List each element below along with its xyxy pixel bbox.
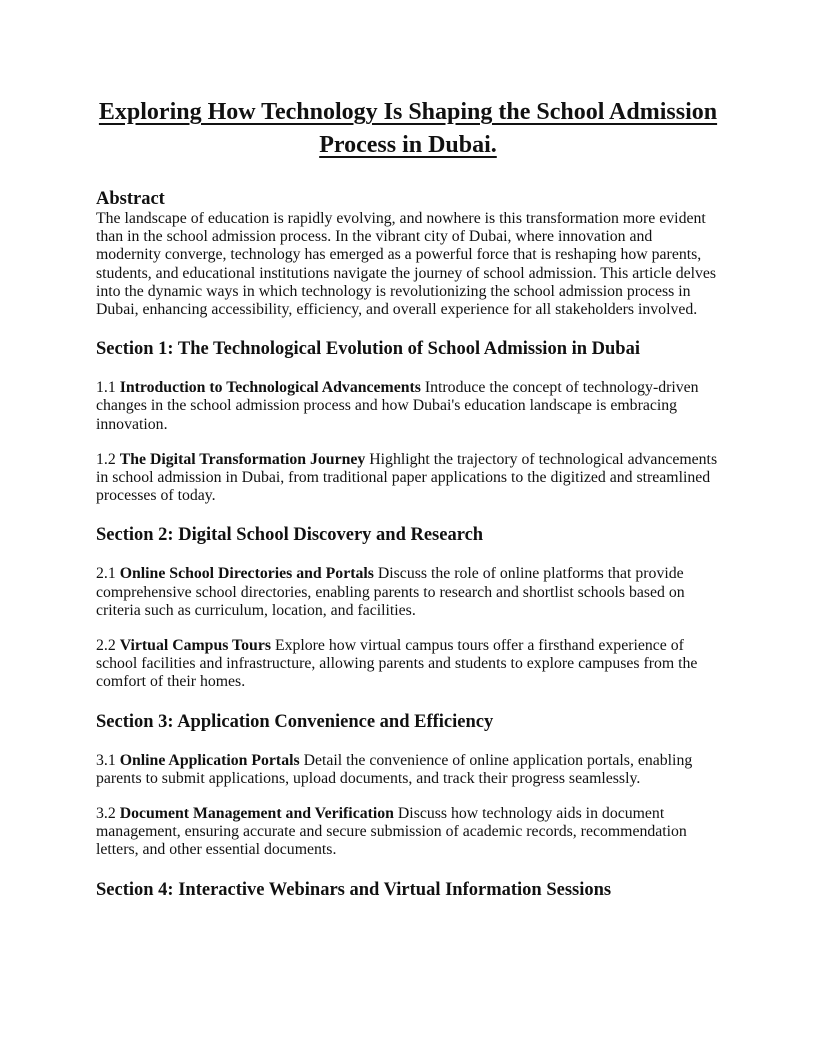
subsection-text: Highlight the trajectory of technological advancements in school admission in Dubai, from traditional paper applications to the digitized and streamlined processes of today.: [96, 450, 718, 505]
subsection-title: Document Management and Verification: [119, 805, 394, 823]
section-3: [96, 711, 720, 860]
subsection-text: Detail the convenience of online application portals, enabling parents to submit applications, upload documents, and track their progress seamlessly.: [96, 751, 693, 787]
subsection-text: Introduce the concept of technology-driven changes in the school admission process and how Dubai's education landscape is embracing innovation.: [96, 379, 699, 433]
subsection-2-2-paragraph: [96, 637, 720, 692]
subsection-1-1-paragraph: [96, 379, 720, 434]
subsection-title: Introduction to Technological Advancements: [119, 379, 421, 397]
section-2: [96, 524, 720, 691]
subsection-title: The Digital Transformation Journey: [119, 450, 366, 468]
subsection-text: Discuss how technology aids in document management, ensuring accurate and secure submission of academic records, recommendation letters, and other essential documents.: [96, 805, 687, 859]
subsection-text: Discuss the role of online platforms that provide comprehensive school directories, enabling parents to research and shortlist schools based on criteria such as curriculum, location, and facilities.: [96, 565, 685, 619]
section-3-heading: Section 3: Application Convenience and Efficiency: [96, 711, 494, 732]
abstract-paragraph: The landscape of education is rapidly evolving, and nowhere is this transformation more evident than in the school admission process. In the vibrant city of Dubai, where innovation and modernity converge, technology has emerged as a powerful force that is reshaping how parents, students, and educational institutions navigate the journey of school admission. This article delves into the dynamic ways in which technology is revolutionizing the school admission process in Dubai, enhancing accessibility, efficiency, and overall experience for all stakeholders involved.: [96, 210, 717, 319]
subsection-1-2-paragraph: [96, 451, 720, 506]
abstract-heading: Abstract: [96, 189, 165, 209]
subsection-3-1-paragraph: [96, 752, 720, 788]
section-4: [96, 879, 720, 901]
subsection-number: 3.2: [96, 805, 116, 823]
subsection-number: 2.1: [96, 565, 116, 583]
subsection-2-1-paragraph: [96, 565, 720, 620]
document-title: [96, 96, 720, 162]
section-1-heading: Section 1: The Technological Evolution of School Admission in Dubai: [96, 339, 640, 360]
subsection-title: Virtual Campus Tours: [119, 637, 271, 655]
subsection-text: Explore how virtual campus tours offer a firsthand experience of school facilities and infrastructure, allowing parents and students to explore campuses from the comfort of their homes.: [96, 637, 698, 691]
subsection-3-2-paragraph: [96, 805, 720, 860]
subsection-number: 1.1: [96, 379, 116, 397]
subsection-number: 3.1: [96, 751, 116, 769]
subsection-title: Online School Directories and Portals: [119, 565, 374, 583]
section-4-heading: Section 4: Interactive Webinars and Virtual Information Sessions: [96, 879, 612, 900]
abstract-section: [96, 188, 720, 319]
subsection-title: Online Application Portals: [119, 751, 300, 769]
subsection-number: 2.2: [96, 637, 116, 655]
document-title-text: Exploring How Technology Is Shaping the School Admission Process in Dubai.: [98, 99, 718, 158]
section-1: [96, 338, 720, 505]
section-2-heading: Section 2: Digital School Discovery and Research: [96, 525, 484, 546]
subsection-number: 1.2: [96, 450, 116, 468]
